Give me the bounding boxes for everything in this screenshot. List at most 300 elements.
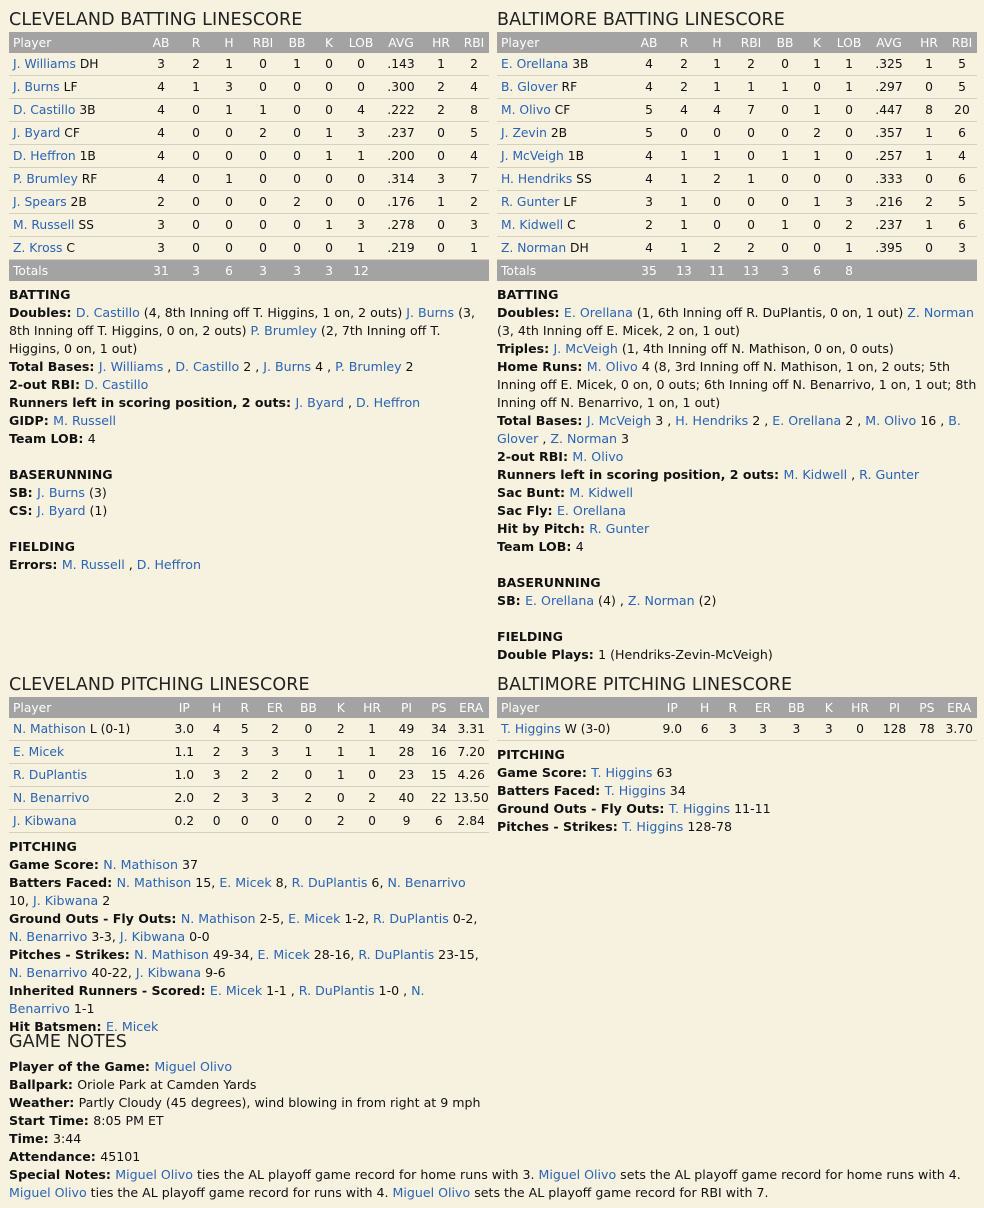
stat-cell: 0 — [211, 191, 247, 214]
notes-heading: PITCHING — [9, 839, 77, 854]
player-cell — [497, 237, 629, 260]
stat-cell: 3.0 — [166, 718, 204, 741]
cleveland-batting-notes — [9, 286, 489, 574]
stat-cell: 0 — [211, 145, 247, 168]
stat-cell: 4 — [629, 145, 669, 168]
note-label: 2-out RBI: — [497, 449, 573, 464]
stat-cell: 8 — [911, 99, 947, 122]
note-label: Hit Batsmen: — [9, 1019, 106, 1034]
player-link[interactable]: E. Orellana — [501, 57, 569, 71]
player-link[interactable]: E. Orellana — [556, 503, 626, 518]
note-line — [9, 394, 489, 412]
stat-cell: 2 — [423, 99, 459, 122]
player-link[interactable]: N. Benarrivo — [9, 965, 88, 980]
player-link[interactable]: E. Micek — [105, 1019, 159, 1034]
player-link[interactable]: N. Mathison — [13, 722, 86, 736]
player-link[interactable]: E. Micek — [13, 745, 65, 759]
totals-cell: 3 — [181, 260, 211, 282]
player-link[interactable]: R. DuPlantis — [291, 875, 368, 890]
stat-cell: 1 — [803, 99, 831, 122]
stat-cell: 5 — [947, 191, 977, 214]
stat-cell: 0 — [279, 122, 315, 145]
stat-cell: 0 — [423, 237, 459, 260]
player-link[interactable]: E. Orellana — [525, 593, 595, 608]
stat-cell: 0 — [669, 122, 699, 145]
note-text: 3-3, — [87, 929, 120, 944]
stat-cell: 0 — [181, 99, 211, 122]
player-link[interactable]: Z. Norman — [501, 241, 567, 255]
stat-cell: 1 — [315, 214, 343, 237]
stat-cell: 0 — [315, 168, 343, 191]
player-link[interactable]: N. Mathison — [103, 857, 178, 872]
stat-cell: 1 — [247, 99, 279, 122]
note-text: 23-15, — [434, 947, 479, 962]
stat-cell: 13.50 — [453, 787, 489, 810]
note-text: 40-22, — [87, 965, 136, 980]
player-link[interactable]: J. Byard — [13, 126, 61, 140]
stat-cell: .237 — [379, 122, 423, 145]
note-label: 2-out RBI: — [9, 377, 85, 392]
note-text: 3 , — [651, 413, 676, 428]
stat-cell: 2 — [355, 787, 388, 810]
player-link[interactable]: Z. Norman — [550, 431, 618, 446]
stat-cell: 0 — [230, 810, 259, 833]
baltimore-batting-title: BALTIMORE BATTING LINESCORE — [497, 10, 785, 30]
note-line — [9, 1166, 969, 1202]
stat-cell: 1 — [355, 718, 388, 741]
player-link[interactable]: M. Kidwell — [501, 218, 564, 232]
stat-cell: 3 — [814, 718, 843, 741]
player-link[interactable]: J. Zevin — [501, 126, 547, 140]
player-link[interactable]: Miguel Olivo — [538, 1167, 617, 1182]
player-cell — [9, 76, 141, 99]
player-link[interactable]: J. McVeigh — [553, 341, 618, 356]
stat-cell: 1 — [911, 122, 947, 145]
note-text: 8:05 PM ET — [93, 1113, 164, 1128]
player-link[interactable]: J. Kibwana — [13, 814, 77, 828]
column-header: BB — [291, 697, 326, 718]
player-link[interactable]: D. Castillo — [13, 103, 76, 117]
stat-cell: 22 — [424, 787, 453, 810]
player-link[interactable]: E. Micek — [219, 875, 272, 890]
column-header: R — [181, 32, 211, 53]
note-line — [9, 856, 489, 874]
column-header: AVG — [379, 32, 423, 53]
player-link[interactable]: J. Kibwana — [135, 965, 202, 980]
note-line — [497, 800, 977, 818]
stat-cell: 1 — [735, 76, 767, 99]
player-link[interactable]: J. Kibwana — [119, 929, 186, 944]
note-line — [497, 818, 977, 836]
stat-cell: 0 — [315, 191, 343, 214]
player-position: 3B — [568, 57, 589, 71]
note-text: sets the AL playoff game record for home runs with 4. — [616, 1167, 961, 1182]
player-link[interactable]: J. Burns — [37, 485, 85, 500]
player-link[interactable]: T. Higgins — [501, 722, 561, 736]
cleveland-batting-title: CLEVELAND BATTING LINESCORE — [9, 10, 303, 30]
note-label: Weather: — [9, 1095, 79, 1110]
player-link[interactable]: H. Hendriks — [501, 172, 573, 186]
note-text: 63 — [652, 765, 673, 780]
player-cell — [497, 191, 629, 214]
stat-cell: 3 — [343, 122, 379, 145]
stat-cell: .257 — [867, 145, 911, 168]
player-cell — [9, 145, 141, 168]
player-link[interactable]: R. DuPlantis — [373, 911, 449, 926]
player-link[interactable]: M. Kidwell — [569, 485, 634, 500]
stat-cell: 1 — [767, 145, 803, 168]
stat-cell: 4 — [629, 168, 669, 191]
stat-cell: 1 — [315, 122, 343, 145]
player-link[interactable]: Z. Norman — [627, 593, 695, 608]
player-link[interactable]: J. Byard — [36, 503, 86, 518]
stat-cell: 23 — [389, 764, 424, 787]
player-link[interactable]: J. Burns — [406, 305, 455, 320]
column-header: AB — [141, 32, 181, 53]
stat-cell: .297 — [867, 76, 911, 99]
player-link[interactable]: T. Higgins — [604, 783, 666, 798]
player-link[interactable]: D. Heffron — [355, 395, 421, 410]
table-row — [497, 99, 977, 122]
stat-cell: 0 — [247, 76, 279, 99]
player-link[interactable]: M. Olivo — [865, 413, 917, 428]
column-header: H — [211, 32, 247, 53]
player-link[interactable]: E. Orellana — [772, 413, 842, 428]
stat-cell: 2 — [735, 237, 767, 260]
note-text: Partly Cloudy (45 degrees), wind blowing in from right at 9 mph — [78, 1095, 481, 1110]
totals-cell — [379, 260, 423, 282]
note-label: Runners left in scoring position, 2 outs: — [9, 395, 296, 410]
stat-cell: 3 — [211, 76, 247, 99]
player-link[interactable]: D. Heffron — [136, 557, 201, 572]
player-link[interactable]: E. Micek — [209, 983, 263, 998]
stat-cell: 0 — [279, 214, 315, 237]
column-header: RBI — [735, 32, 767, 53]
player-link[interactable]: J. Spears — [13, 195, 67, 209]
cleveland-batting-table — [9, 32, 489, 281]
note-text: 49-34, — [208, 947, 258, 962]
column-header: LOB — [831, 32, 867, 53]
stat-cell: 3 — [831, 191, 867, 214]
stat-cell: 1 — [669, 168, 699, 191]
player-cell — [9, 122, 141, 145]
player-link[interactable]: M. Olivo — [572, 449, 624, 464]
stat-cell: 2.0 — [166, 787, 204, 810]
stat-cell: 1 — [326, 741, 355, 764]
player-link[interactable]: D. Castillo — [175, 359, 240, 374]
player-link[interactable]: P. Brumley — [13, 172, 78, 186]
note-label: Runners left in scoring position, 2 outs: — [497, 467, 784, 482]
note-line — [9, 946, 489, 982]
totals-cell — [459, 260, 489, 282]
player-link[interactable]: J. Burns — [13, 80, 60, 94]
note-text: 0-0 — [185, 929, 210, 944]
totals-label: Totals — [497, 260, 629, 282]
player-link[interactable]: T. Higgins — [591, 765, 653, 780]
player-link[interactable]: N. Benarrivo — [13, 791, 90, 805]
note-label: Pitches - Strikes: — [9, 947, 135, 962]
player-link[interactable]: J. Burns — [263, 359, 312, 374]
player-link[interactable]: Z. Norman — [907, 305, 974, 320]
note-text: , — [124, 557, 137, 572]
player-cell — [9, 214, 141, 237]
stat-cell: 4 — [141, 122, 181, 145]
column-header: ER — [747, 697, 778, 718]
table-row — [497, 53, 977, 76]
stat-cell: .278 — [379, 214, 423, 237]
player-link[interactable]: E. Orellana — [563, 305, 633, 320]
table-row — [9, 53, 489, 76]
stat-cell: .222 — [379, 99, 423, 122]
stat-cell: .447 — [867, 99, 911, 122]
player-link[interactable]: R. Gunter — [501, 195, 560, 209]
stat-cell: 0 — [803, 214, 831, 237]
note-line — [497, 764, 977, 782]
stat-cell: 1 — [211, 168, 247, 191]
note-line — [9, 874, 489, 910]
note-text: , — [343, 395, 356, 410]
player-link[interactable]: N. Mathison — [180, 911, 256, 926]
note-text: 1 (Hendriks-Zevin-McVeigh) — [598, 647, 773, 662]
totals-row — [9, 260, 489, 282]
player-link[interactable]: E. Micek — [288, 911, 341, 926]
totals-cell: 8 — [831, 260, 867, 282]
player-link[interactable]: N. Benarrivo — [9, 983, 425, 1016]
baltimore-batting-table — [497, 32, 977, 281]
player-link[interactable]: J. Kibwana — [33, 893, 99, 908]
stat-cell: 1 — [831, 76, 867, 99]
player-link[interactable]: J. Williams — [13, 57, 76, 71]
player-link[interactable]: M. Russell — [53, 413, 117, 428]
table-row — [9, 168, 489, 191]
stat-cell: 0 — [355, 764, 388, 787]
note-line — [497, 466, 977, 484]
notes-heading: BASERUNNING — [9, 467, 113, 482]
player-link[interactable]: T. Higgins — [622, 819, 684, 834]
note-text: (3) — [84, 485, 107, 500]
stat-cell: 1 — [831, 53, 867, 76]
stat-cell: 1 — [343, 145, 379, 168]
stat-cell: 4 — [629, 53, 669, 76]
stat-cell: 0 — [211, 122, 247, 145]
stat-cell: 4 — [141, 99, 181, 122]
player-link[interactable]: P. Brumley — [335, 359, 402, 374]
totals-cell: 13 — [669, 260, 699, 282]
column-header: Player — [497, 32, 629, 53]
stat-cell: 3 — [459, 214, 489, 237]
note-text: 10, — [9, 893, 34, 908]
totals-cell: 3 — [279, 260, 315, 282]
stat-cell: 3 — [343, 214, 379, 237]
player-link[interactable]: R. Gunter — [859, 467, 920, 482]
player-link[interactable]: Z. Kross — [13, 241, 63, 255]
player-link[interactable]: M. Russell — [61, 557, 125, 572]
stat-cell: 3 — [947, 237, 977, 260]
stat-cell: .143 — [379, 53, 423, 76]
table-row — [497, 237, 977, 260]
table-row — [497, 191, 977, 214]
player-link[interactable]: P. Brumley — [250, 323, 317, 338]
stat-cell: 0 — [247, 214, 279, 237]
note-line — [497, 502, 977, 520]
note-line — [9, 982, 489, 1018]
stat-cell: 6 — [947, 168, 977, 191]
player-link[interactable]: Miguel Olivo — [392, 1185, 471, 1200]
stat-cell: 6 — [424, 810, 453, 833]
player-position: DH — [566, 241, 589, 255]
note-line — [497, 358, 977, 412]
player-link[interactable]: R. Gunter — [589, 521, 650, 536]
stat-cell: 2 — [459, 53, 489, 76]
stat-cell: 2 — [279, 191, 315, 214]
note-line — [9, 502, 489, 520]
note-line — [497, 646, 977, 664]
player-position: 1B — [75, 149, 96, 163]
player-link[interactable]: N. Mathison — [116, 875, 192, 890]
player-link[interactable]: J. Williams — [98, 359, 164, 374]
note-label: Inherited Runners - Scored: — [9, 983, 210, 998]
player-link[interactable]: T. Higgins — [668, 801, 731, 816]
player-link[interactable]: M. Kidwell — [783, 467, 848, 482]
stat-cell: 0 — [735, 122, 767, 145]
note-line — [9, 1148, 969, 1166]
stat-cell: 3 — [230, 787, 259, 810]
note-label: Ballpark: — [9, 1077, 78, 1092]
stat-cell: 6 — [947, 214, 977, 237]
player-link[interactable]: N. Mathison — [134, 947, 209, 962]
note-label: Time: — [9, 1131, 53, 1146]
player-link[interactable]: R. DuPlantis — [298, 983, 375, 998]
stat-cell: 4 — [629, 237, 669, 260]
column-header: BB — [767, 32, 803, 53]
table-row — [497, 718, 977, 741]
stat-cell: 2 — [831, 214, 867, 237]
player-link[interactable]: J. McVeigh — [501, 149, 564, 163]
stat-cell: 0 — [279, 76, 315, 99]
baltimore-batting-section — [497, 8, 977, 664]
player-link[interactable]: M. Olivo — [586, 359, 638, 374]
column-header: H — [203, 697, 230, 718]
player-position: 2B — [546, 126, 568, 140]
stat-cell: 2 — [699, 237, 735, 260]
player-link[interactable]: J. Byard — [295, 395, 344, 410]
column-header: BB — [779, 697, 814, 718]
note-text: 2 , — [841, 413, 866, 428]
player-link[interactable]: R. DuPlantis — [13, 768, 87, 782]
player-link[interactable]: M. Olivo — [501, 103, 551, 117]
note-line — [9, 556, 489, 574]
player-link[interactable]: D. Heffron — [13, 149, 76, 163]
column-header: RBI — [459, 32, 489, 53]
table-row — [9, 741, 489, 764]
note-text: 1-0 , — [374, 983, 412, 998]
player-link[interactable]: Miguel Olivo — [115, 1167, 193, 1182]
note-label: Game Score: — [497, 765, 592, 780]
column-header: R — [718, 697, 747, 718]
note-text: 15, — [191, 875, 220, 890]
stat-cell: 2 — [141, 191, 181, 214]
player-link[interactable]: N. Benarrivo — [387, 875, 466, 890]
table-row — [9, 787, 489, 810]
player-link[interactable]: N. Benarrivo — [9, 929, 88, 944]
player-link[interactable]: M. Russell — [13, 218, 75, 232]
stat-cell: 2 — [203, 787, 230, 810]
stat-cell: 0 — [831, 145, 867, 168]
player-link[interactable]: D. Castillo — [84, 377, 149, 392]
note-label: Pitches - Strikes: — [497, 819, 623, 834]
stat-cell: 3 — [629, 191, 669, 214]
stat-cell: 2 — [259, 718, 290, 741]
totals-cell — [423, 260, 459, 282]
column-header: K — [315, 32, 343, 53]
player-position: 1B — [563, 149, 585, 163]
column-header: PI — [389, 697, 424, 718]
stat-cell: 0 — [767, 237, 803, 260]
note-text: 28-16, — [309, 947, 359, 962]
note-line — [497, 592, 977, 610]
column-header: RBI — [247, 32, 279, 53]
player-link[interactable]: R. DuPlantis — [358, 947, 435, 962]
note-line — [9, 430, 489, 448]
stat-cell: 1 — [459, 237, 489, 260]
player-link[interactable]: E. Micek — [257, 947, 310, 962]
stat-cell: .395 — [867, 237, 911, 260]
stat-cell: 28 — [389, 741, 424, 764]
player-link[interactable]: Miguel Olivo — [154, 1059, 233, 1074]
stat-cell: 15 — [424, 764, 453, 787]
player-link[interactable]: Miguel Olivo — [9, 1185, 87, 1200]
column-header: AVG — [867, 32, 911, 53]
stat-cell: 1 — [699, 145, 735, 168]
player-link[interactable]: B. Glover — [497, 413, 961, 446]
player-position: SS — [572, 172, 592, 186]
note-line — [9, 1112, 969, 1130]
table-row — [9, 214, 489, 237]
note-text: (1, 4th Inning off N. Mathison, 0 on, 0 outs) — [617, 341, 894, 356]
stat-cell: 1 — [291, 741, 326, 764]
player-cell — [497, 145, 629, 168]
table-row — [9, 191, 489, 214]
table-row — [9, 122, 489, 145]
column-header: R — [669, 32, 699, 53]
column-header: Player — [497, 697, 654, 718]
player-cell — [9, 237, 141, 260]
table-row — [9, 237, 489, 260]
stat-cell: 1 — [669, 145, 699, 168]
cleveland-batting-section — [9, 8, 489, 574]
player-link[interactable]: D. Castillo — [75, 305, 140, 320]
stat-cell: 2 — [259, 764, 290, 787]
stat-cell: 4 — [629, 76, 669, 99]
stat-cell: 4 — [699, 99, 735, 122]
stat-cell: 4 — [459, 76, 489, 99]
player-link[interactable]: J. McVeigh — [586, 413, 652, 428]
note-label: Doubles: — [9, 305, 76, 320]
player-link[interactable]: B. Glover — [501, 80, 558, 94]
player-link[interactable]: H. Hendriks — [675, 413, 749, 428]
note-text: , — [163, 359, 176, 374]
totals-cell: 11 — [699, 260, 735, 282]
stat-cell: 1 — [803, 53, 831, 76]
stat-cell: 0 — [843, 718, 876, 741]
stat-cell: 0 — [315, 237, 343, 260]
baltimore-pitching-section — [497, 673, 977, 836]
note-label: Ground Outs - Fly Outs: — [497, 801, 669, 816]
stat-cell: 3.70 — [941, 718, 977, 741]
stat-cell: 0 — [315, 53, 343, 76]
note-text: 37 — [177, 857, 198, 872]
player-position: 3B — [75, 103, 96, 117]
